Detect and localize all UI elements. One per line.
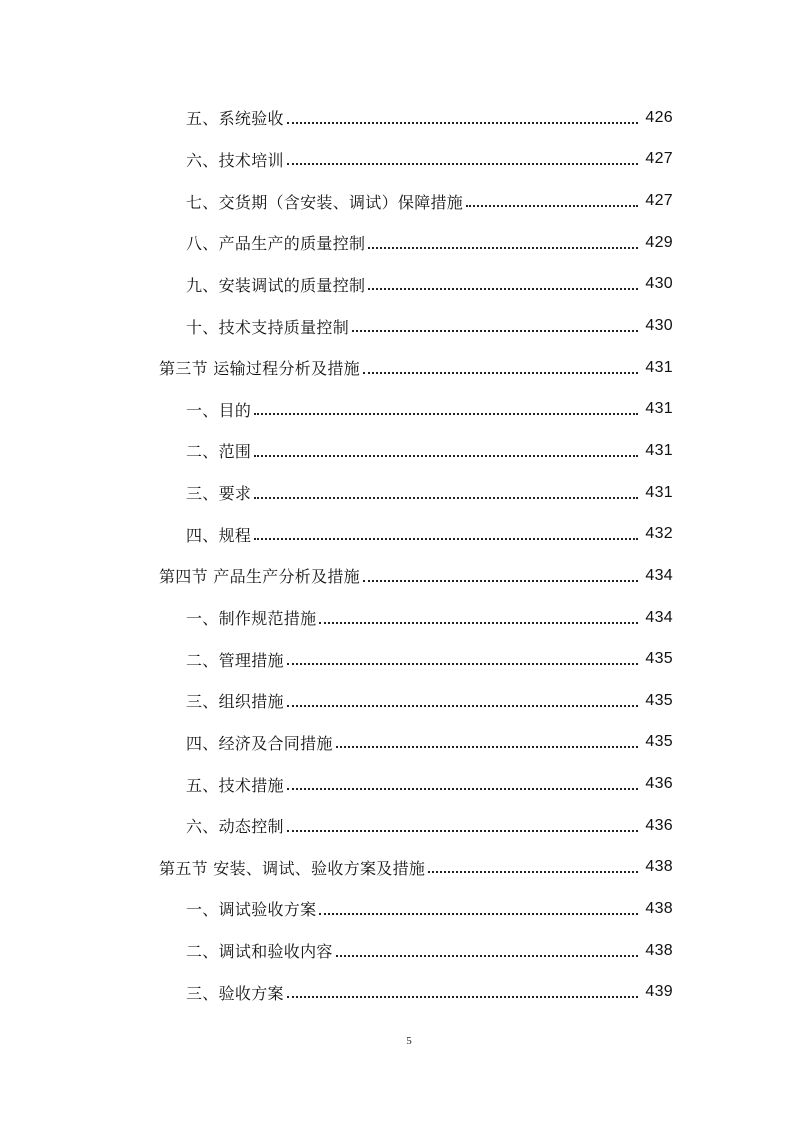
toc-entry[interactable] bbox=[0, 888, 793, 930]
toc-entry-page: 434 bbox=[645, 608, 673, 626]
toc-entry-page: 431 bbox=[645, 483, 673, 501]
dot-leader bbox=[352, 330, 638, 332]
dot-leader bbox=[287, 996, 638, 998]
toc-entry[interactable] bbox=[0, 139, 793, 181]
toc-entry-label: 三、验收方案 bbox=[186, 983, 284, 1003]
toc-entry-label: 一、调试验收方案 bbox=[186, 900, 317, 920]
toc-entry-label: 六、动态控制 bbox=[186, 817, 284, 837]
toc-entry[interactable] bbox=[0, 180, 793, 222]
table-of-contents bbox=[0, 97, 793, 1013]
toc-entry[interactable] bbox=[0, 305, 793, 347]
toc-entry-label: 二、管理措施 bbox=[186, 650, 284, 670]
toc-entry[interactable] bbox=[0, 388, 793, 430]
toc-entry[interactable] bbox=[0, 805, 793, 847]
dot-leader bbox=[254, 455, 638, 457]
dot-leader bbox=[319, 913, 638, 915]
toc-section-entry[interactable] bbox=[0, 347, 793, 389]
dot-leader bbox=[466, 205, 638, 207]
toc-entry-label: 二、范围 bbox=[186, 442, 252, 462]
toc-entry-page: 427 bbox=[645, 150, 673, 168]
toc-entry-label: 五、技术措施 bbox=[186, 775, 284, 795]
toc-entry-page: 435 bbox=[645, 733, 673, 751]
toc-entry-label: 四、规程 bbox=[186, 525, 252, 545]
dot-leader bbox=[368, 288, 638, 290]
toc-entry-page: 438 bbox=[645, 941, 673, 959]
toc-entry-page: 427 bbox=[645, 192, 673, 210]
toc-entry-page: 436 bbox=[645, 816, 673, 834]
toc-entry[interactable] bbox=[0, 971, 793, 1013]
toc-entry-page: 435 bbox=[645, 650, 673, 668]
toc-entry-page: 430 bbox=[645, 317, 673, 335]
toc-entry[interactable] bbox=[0, 930, 793, 972]
toc-entry[interactable] bbox=[0, 264, 793, 306]
dot-leader bbox=[254, 538, 638, 540]
dot-leader bbox=[254, 497, 638, 499]
toc-entry-label: 第五节 安装、调试、验收方案及措施 bbox=[159, 858, 426, 878]
toc-entry[interactable] bbox=[0, 680, 793, 722]
page-number: 5 bbox=[406, 1035, 412, 1047]
toc-section-entry[interactable] bbox=[0, 555, 793, 597]
toc-entry-label: 五、系统验收 bbox=[186, 109, 284, 129]
toc-entry[interactable] bbox=[0, 638, 793, 680]
toc-entry[interactable] bbox=[0, 97, 793, 139]
dot-leader bbox=[336, 955, 638, 957]
toc-entry-page: 431 bbox=[645, 400, 673, 418]
toc-entry-label: 三、组织措施 bbox=[186, 692, 284, 712]
toc-section-entry[interactable] bbox=[0, 847, 793, 889]
dot-leader bbox=[287, 663, 638, 665]
toc-entry-label: 一、制作规范措施 bbox=[186, 609, 317, 628]
toc-entry[interactable] bbox=[0, 222, 793, 264]
dot-leader bbox=[287, 830, 638, 832]
toc-entry-label: 八、产品生产的质量控制 bbox=[186, 234, 366, 254]
toc-entry-page: 438 bbox=[645, 899, 673, 917]
toc-entry-label: 二、调试和验收内容 bbox=[186, 942, 333, 962]
dot-leader bbox=[368, 247, 638, 249]
toc-entry[interactable] bbox=[0, 513, 793, 555]
dot-leader bbox=[363, 372, 638, 374]
toc-entry-page: 431 bbox=[645, 358, 673, 376]
toc-entry-label: 十、技术支持质量控制 bbox=[186, 317, 350, 337]
dot-leader bbox=[363, 580, 638, 582]
dot-leader bbox=[336, 746, 638, 748]
toc-entry[interactable] bbox=[0, 722, 793, 764]
toc-entry-page: 438 bbox=[645, 858, 673, 876]
toc-entry[interactable] bbox=[0, 763, 793, 805]
toc-entry-page: 439 bbox=[645, 983, 673, 1001]
toc-entry[interactable] bbox=[0, 430, 793, 472]
dot-leader bbox=[428, 871, 638, 873]
toc-entry-label: 第三节 运输过程分析及措施 bbox=[159, 359, 360, 379]
toc-entry-label: 四、经济及合同措施 bbox=[186, 733, 333, 753]
toc-entry-page: 430 bbox=[645, 275, 673, 293]
dot-leader bbox=[319, 622, 638, 624]
dot-leader bbox=[254, 413, 638, 415]
dot-leader bbox=[287, 122, 638, 124]
toc-entry-label: 一、目的 bbox=[186, 400, 252, 420]
toc-entry-page: 435 bbox=[645, 691, 673, 709]
toc-entry-label: 六、技术培训 bbox=[186, 150, 284, 170]
toc-entry-page: 434 bbox=[645, 566, 673, 584]
dot-leader bbox=[287, 705, 638, 707]
toc-entry[interactable] bbox=[0, 472, 793, 514]
toc-entry[interactable] bbox=[0, 597, 793, 639]
toc-entry-page: 436 bbox=[645, 775, 673, 793]
toc-entry-page: 429 bbox=[645, 233, 673, 251]
toc-entry-page: 432 bbox=[645, 525, 673, 543]
toc-entry-page: 426 bbox=[645, 108, 673, 126]
dot-leader bbox=[287, 163, 638, 165]
dot-leader bbox=[287, 788, 638, 790]
toc-entry-label: 三、要求 bbox=[186, 484, 252, 504]
toc-entry-label: 第四节 产品生产分析及措施 bbox=[159, 567, 360, 587]
toc-entry-page: 431 bbox=[645, 441, 673, 459]
toc-entry-label: 七、交货期（含安装、调试）保障措施 bbox=[186, 192, 464, 212]
toc-entry-label: 九、安装调试的质量控制 bbox=[186, 275, 366, 295]
